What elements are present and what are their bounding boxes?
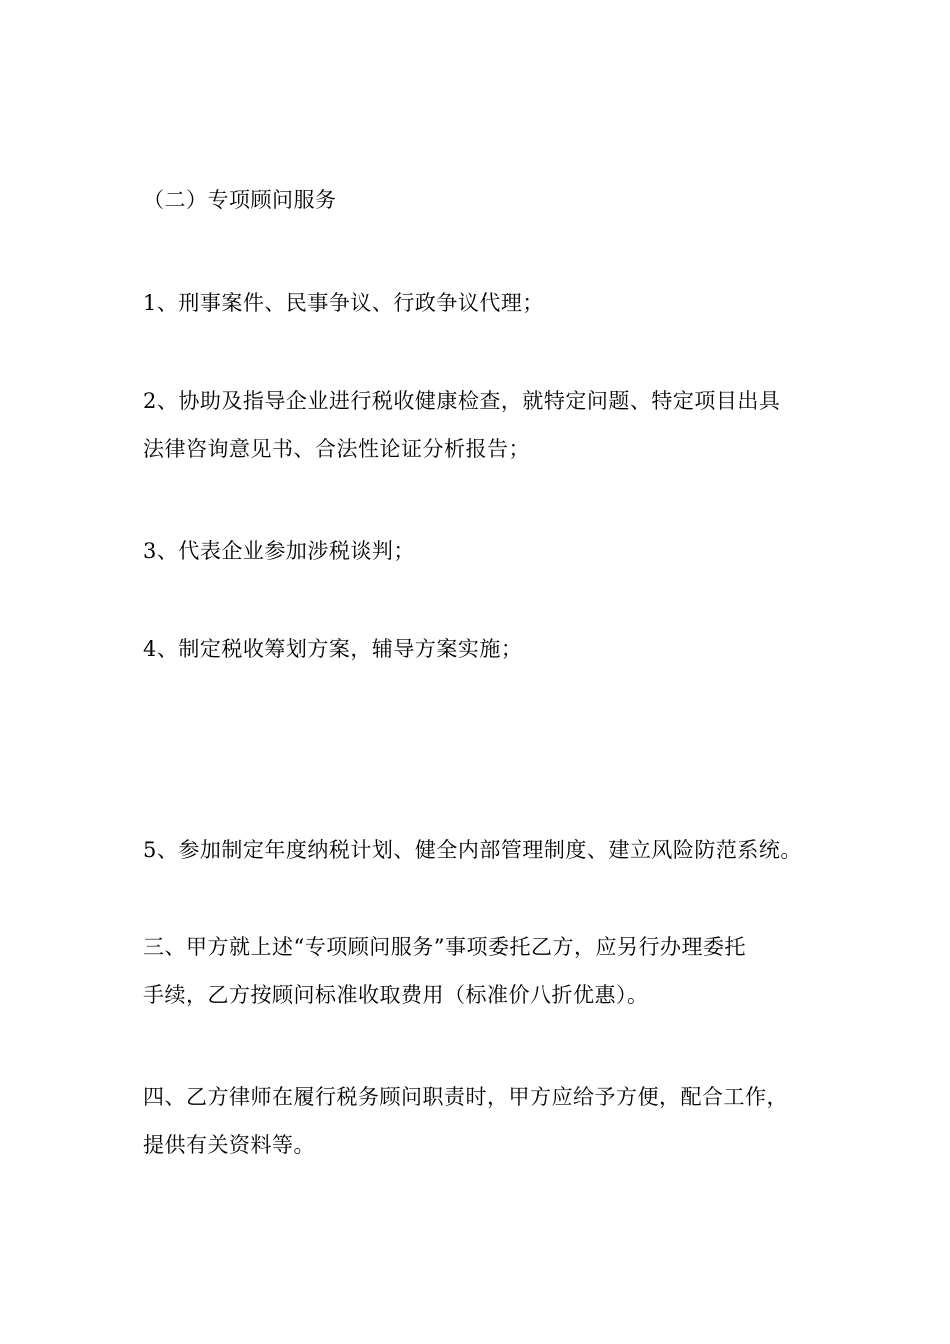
clause-four: 四、乙方律师在履行税务顾问职责时，甲方应给予方便，配合工作， 提供有关资料等。 — [143, 1085, 788, 1157]
item-5: 5、参加制定年度纳税计划、健全内部管理制度、建立风险防范系统。 — [143, 838, 802, 862]
item-1: 1、刑事案件、民事争议、行政争议代理； — [143, 291, 544, 315]
item-2: 2、协助及指导企业进行税收健康检查，就特定问题、特定项目出具 法律咨询意见书、合法性论证分析报告； — [143, 389, 781, 461]
item-3: 3、代表企业参加涉税谈判； — [143, 539, 415, 563]
item-4: 4、制定税收筹划方案，辅导方案实施； — [143, 637, 523, 661]
section-heading: （二）专项顾问服务 — [143, 188, 337, 212]
clause-three: 三、甲方就上述“专项顾问服务”事项委托乙方，应另行办理委托 手续，乙方按顾问标准收取费用（标准价八折优惠）。 — [143, 935, 746, 1007]
